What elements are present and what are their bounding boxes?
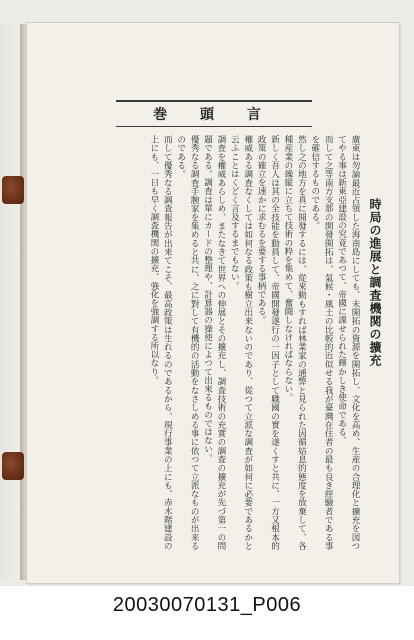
article-title: 時局の進展と調査機関の擴充 xyxy=(368,198,382,367)
staple-bottom-icon xyxy=(2,452,24,480)
image-caption: 20030070131_P006 xyxy=(112,594,302,616)
paragraph: 權威ある調査なくしては如何なる政策も樹立出来ないのであり、從つて立派な調査が如何に必要であるかと云ふことはくどく言及するまでもない。 xyxy=(229,135,253,550)
paragraph: 而して之等南方支那の開發開拓は、氣候・風土の比較的近似せる我が臺灣在住者の最も良き經驗者である事を確信するものである。 xyxy=(309,135,334,550)
paragraph: 然し之の地方を真に開發するには、從來動もすれば林業家の通弊と見られた因循姑息的態度を放棄して、各種産業の繰縦に立ちて技術の粋を集めて、奮闘しなければならない。 xyxy=(282,135,307,550)
paragraph: 優秀なる調査手腕家を集めると共に、之に對して有機的の活動をなさしめる事に依つて立派なものが出来るのである。 xyxy=(175,135,200,550)
paragraph: 而して優秀なる調査報告が出来てこそ、最高政策は生れるのであるから、現行事業の上にも、赤木階建設の上にも、一日も早く調査機関の擴充、強化を強調する所以なり。 xyxy=(148,135,173,550)
paragraph: 新しく吾人は其の全技能を動員して、帝國開發遂行の一因子として職國の實を遂くすと共に、一方又根本的政策の確立を速かに求むるを要する事柄である。 xyxy=(256,135,280,550)
staple-top-icon xyxy=(2,176,24,204)
paragraph: 調査を權威あらしめ、またなきて世界への伸展とその擴充し、調査技術の充實の調査の擴充が先づ第一の問題である。調査は單にカードの整理や、計算器の操使によつて出來るものではない。 xyxy=(202,135,226,550)
previous-page-edge xyxy=(0,24,21,580)
header-band xyxy=(116,100,312,127)
page-header: 巻 頭 言 xyxy=(153,107,275,123)
paragraph: 廣東は勿論最近占領した海南島にしても、未開拓の資源を開拓し、文化を高め、生産の合理化と擴充を図つてやる事は新東亞建設の究竟であつて、帝國に課せられた輝かしき使命である。 xyxy=(336,135,360,550)
article-body xyxy=(76,135,361,550)
